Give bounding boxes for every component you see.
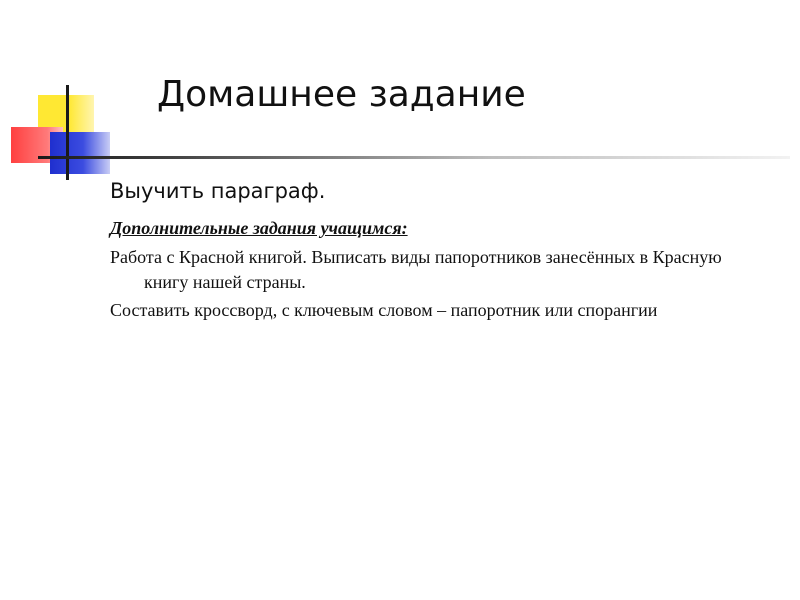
blue-square-decoration <box>50 132 110 174</box>
slide-title: Домашнее задание <box>157 74 526 115</box>
slide-body <box>110 178 770 327</box>
title-underline-rule <box>38 156 790 159</box>
task-crossword: Составить кроссворд, с ключевым словом – папоротник или спорангии <box>110 300 658 321</box>
vertical-rule-decoration <box>66 85 69 180</box>
additional-tasks-heading: Дополнительные задания учащимся: <box>110 218 408 239</box>
task-red-book: Работа с Красной книгой. Выписать виды папоротников занесённых в Красную книгу нашей страны. <box>110 246 722 292</box>
main-task-text: Выучить параграф. <box>110 179 326 203</box>
